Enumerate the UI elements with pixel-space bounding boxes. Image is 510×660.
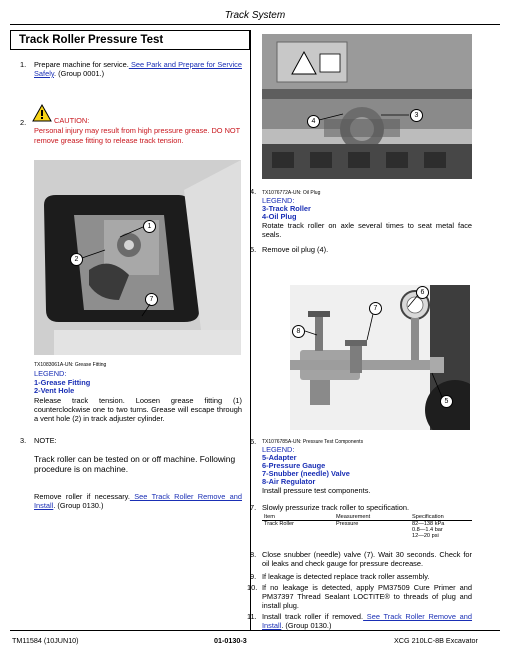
step-3-pre: Remove roller if necessary. (34, 492, 130, 501)
leader-line-3 (380, 112, 410, 120)
callout-3: 3 (410, 109, 423, 122)
step-10-number: 10. (247, 583, 258, 592)
oil-plug-photo (262, 34, 472, 179)
fig1-legend-item: 2-Vent Hole (34, 386, 75, 395)
leader-line-7 (140, 303, 154, 317)
spec-value (410, 521, 472, 540)
spec-psi: 12—20 psi (412, 533, 439, 539)
fig2-legend-item: 3-Track Roller (262, 204, 311, 213)
section-header: Track System (224, 10, 286, 21)
warning-triangle-icon (32, 104, 52, 122)
leader-line-2 (81, 248, 106, 260)
fig1-text: Release track tension. Loosen grease fitting (1) counterclockwise one to two turns. Grease will escape through a vent hole (2) in track adjuster cylinder. (34, 396, 242, 423)
note-text: Track roller can be tested on or off machine. Following procedure is on machine. (34, 454, 236, 474)
fig3-legend-item: 7-Snubber (needle) Valve (262, 469, 350, 478)
callout-5: 5 (440, 395, 453, 408)
spec-table (262, 514, 472, 539)
spec-row (262, 521, 472, 540)
fig3-legend-item: 8-Air Regulator (262, 477, 316, 486)
see-track-roller-install-link[interactable]: See Track Roller Remove and Install (262, 612, 473, 630)
step-5-number: 5. (250, 245, 257, 254)
step-1-post: . (Group 0001.) (54, 69, 105, 78)
spec-kpa: 82—138 kPa (412, 521, 445, 527)
fig3-legend-item: 5-Adapter (262, 453, 297, 462)
callout-7b: 7 (369, 302, 382, 315)
step-1-number: 1. (20, 60, 27, 69)
spec-header: Specification (412, 514, 444, 520)
column-divider (250, 30, 251, 630)
footer-rule (10, 630, 500, 631)
fig1-caption: TX1083061A-UN: Grease Fitting (34, 362, 107, 368)
spec-header: Item (264, 514, 275, 520)
footer-left: TM11584 (10JUN10) (12, 636, 79, 645)
step-10-text: If no leakage is detected, apply PM37509 Cure Primer and PM37397 Thread Sealant LOCTITE® to threads of plug and install plug. (262, 583, 472, 610)
step-3-number: 3. (20, 436, 27, 445)
header-rule (10, 24, 500, 25)
note-label: NOTE: (34, 436, 57, 445)
page-title: Track Roller Pressure Test (10, 30, 250, 50)
step-8-number: 8. (250, 550, 257, 559)
callout-2: 2 (70, 253, 83, 266)
leader-line-6 (406, 294, 420, 308)
grease-fitting-photo (34, 160, 241, 355)
step-1-pre: Prepare machine for service. (34, 60, 129, 69)
callout-1: 1 (143, 220, 156, 233)
callout-4: 4 (307, 115, 320, 128)
step-11-pre: Install track roller if removed. (262, 612, 364, 621)
step-5-text: Remove oil plug (4). (262, 245, 329, 254)
spec-header: Measurement (336, 514, 371, 520)
fig2-caption: TX1076772A-UN: Oil Plug (262, 190, 321, 196)
fig3-legend-title: LEGEND: (262, 445, 295, 454)
leader-line-4 (318, 112, 344, 122)
step-4-text: Rotate track roller on axle several times to seat metal face seals. (262, 221, 472, 239)
callout-7: 7 (145, 293, 158, 306)
fig3-caption: TX1076785A-UN: Pressure Test Components (262, 439, 364, 445)
footer-right: XCG 210LC-8B Excavator (394, 636, 478, 645)
see-track-roller-link[interactable]: See Track Roller Remove and Install (34, 492, 242, 510)
leader-line-7b (365, 313, 375, 341)
leader-line-5 (430, 372, 444, 398)
fig2-legend-item: 4-Oil Plug (262, 212, 297, 221)
spec-bar: 0.8—1.4 bar (412, 527, 443, 533)
step-9-number: 9. (250, 572, 257, 581)
spec-measurement: Pressure (336, 521, 359, 527)
step-8-text: Close snubber (needle) valve (7). Wait 30 seconds. Check for oil leaks and check gauge for pressure decrease. (262, 550, 472, 568)
step-7-text: Slowly pressurize track roller to specification. (262, 503, 410, 512)
step-7-number: 7. (250, 503, 257, 512)
step-11-text (262, 612, 472, 630)
step-3-remove-text (34, 492, 242, 510)
step-9-text: If leakage is detected replace track roller assembly. (262, 572, 430, 581)
step-6-number: 6. (250, 437, 257, 446)
callout-8: 8 (292, 325, 305, 338)
step-6-text: Install pressure test components. (262, 486, 371, 495)
spec-item: Track Roller (264, 521, 294, 527)
footer-page-number: 01-0130-3 (214, 636, 247, 645)
step-4-number: 4. (250, 187, 257, 196)
fig3-legend-item: 6-Pressure Gauge (262, 461, 326, 470)
step-2-number: 2. (20, 118, 27, 127)
callout-6: 6 (416, 286, 429, 299)
step-11-post: . (Group 0130.) (281, 621, 332, 630)
step-1-text (34, 60, 242, 78)
step-11-number: 11. (247, 612, 257, 621)
caution-text: Personal injury may result from high pressure grease. DO NOT remove grease fitting to release track tension. (34, 126, 241, 145)
step-3-post: . (Group 0130.) (53, 501, 104, 510)
see-park-and-prepare-link[interactable]: See Park and Prepare for Service Safely (34, 60, 242, 78)
leader-line-1 (118, 225, 144, 239)
caution-label: CAUTION: (54, 116, 90, 125)
fig2-legend-title: LEGEND: (262, 196, 295, 205)
fig1-legend-title: LEGEND: (34, 369, 67, 378)
fig1-legend-item: 1-Grease Fitting (34, 378, 91, 387)
leader-line-8 (304, 329, 318, 337)
